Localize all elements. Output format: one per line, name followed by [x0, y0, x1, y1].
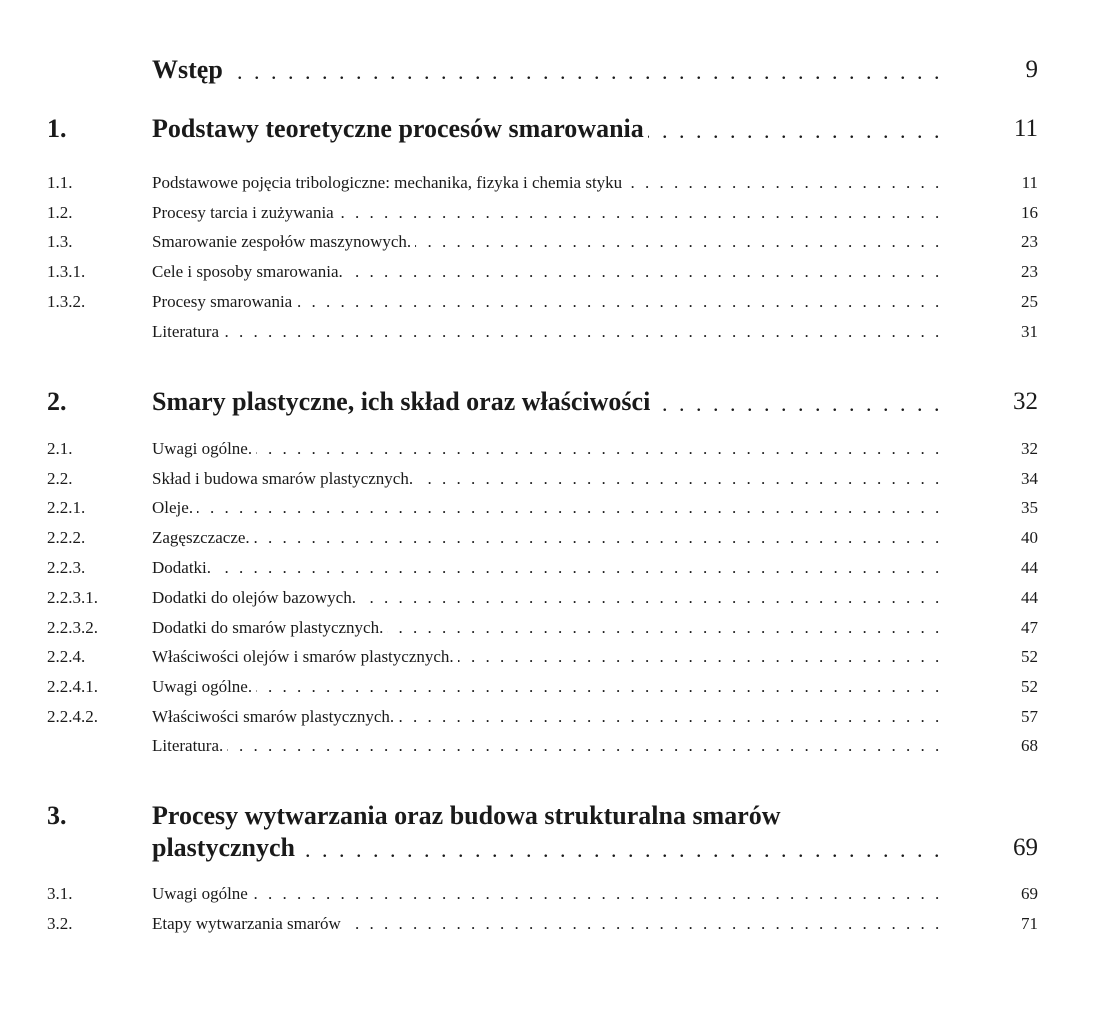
section-title: Podstawowe pojęcia tribologiczne: mechanika, fizyka i chemia styku	[152, 173, 626, 192]
section-page: 23	[1021, 262, 1038, 281]
section-number: 1.3.2.	[47, 292, 86, 311]
chapter-title: Smary plastyczne, ich skład oraz właściwości	[152, 387, 654, 416]
section-number: 2.1.	[47, 439, 73, 458]
section-title: Smarowanie zespołów maszynowych.	[152, 232, 415, 251]
toc-entry-title-wrap	[152, 676, 947, 698]
toc-entry-title-wrap	[152, 497, 947, 519]
section-title: Procesy smarowania	[152, 292, 296, 311]
toc-entry-title-wrap	[152, 913, 947, 935]
section-page: 68	[1021, 736, 1038, 755]
chapter-title-line1: Procesy wytwarzania oraz budowa strukturalna smarów	[152, 801, 781, 830]
toc-entry-title-wrap	[152, 231, 947, 253]
toc-entry-title-wrap	[152, 735, 947, 757]
section-number: 2.2.	[47, 469, 73, 488]
section-page: 11	[1021, 173, 1038, 192]
toc-entry-title-wrap	[152, 587, 947, 609]
dot-leader	[152, 676, 947, 698]
section-page: 69	[1021, 884, 1038, 903]
section-number: 2.2.3.	[47, 558, 86, 577]
section-title: Uwagi ogólne.	[152, 677, 256, 696]
toc-entry-title-wrap	[152, 202, 947, 224]
toc-entry-title-wrap	[152, 468, 947, 490]
section-number: 1.3.1.	[47, 262, 86, 281]
toc-entry-title-wrap	[152, 321, 947, 343]
section-title: Uwagi ogólne.	[152, 439, 256, 458]
section-page: 34	[1021, 469, 1038, 488]
dot-leader	[152, 557, 947, 579]
toc-entry-title-wrap	[152, 706, 947, 728]
section-page: 31	[1021, 322, 1038, 341]
toc-entry-title-wrap	[152, 261, 947, 283]
section-page: 16	[1021, 203, 1038, 222]
section-number: 2.2.3.1.	[47, 588, 98, 607]
toc-entry-page: 9	[1025, 56, 1038, 83]
section-title: Skład i budowa smarów plastycznych.	[152, 469, 417, 488]
section-title: Literatura	[152, 322, 223, 341]
section-page: 47	[1021, 618, 1038, 637]
toc-entry-title-wrap	[152, 527, 947, 549]
section-title: Procesy tarcia i zużywania	[152, 203, 338, 222]
section-title: Dodatki do smarów plastycznych.	[152, 618, 387, 637]
toc-entry-title: Wstęp	[152, 55, 227, 84]
toc-entry-title-wrap	[152, 291, 947, 313]
section-page: 44	[1021, 588, 1038, 607]
section-number: 2.2.4.	[47, 647, 86, 666]
section-number: 2.2.2.	[47, 528, 86, 547]
chapter-page: 11	[1013, 115, 1038, 142]
section-title: Cele i sposoby smarowania.	[152, 262, 347, 281]
chapter-title: Podstawy teoretyczne procesów smarowania	[152, 114, 648, 143]
section-title: Literatura.	[152, 736, 227, 755]
toc-entry-title-wrap	[152, 113, 947, 145]
section-page: 40	[1021, 528, 1038, 547]
chapter-title-line2: plastycznych	[152, 833, 299, 862]
section-number: 3.1.	[47, 884, 73, 903]
toc-entry-title-wrap	[152, 557, 947, 579]
toc-entry-title-wrap	[152, 54, 947, 86]
section-title: Właściwości olejów i smarów plastycznych.	[152, 647, 458, 666]
toc-entry-title-wrap	[152, 172, 947, 194]
section-page: 57	[1021, 707, 1038, 726]
chapter-page: 69	[1013, 834, 1038, 861]
section-title: Etapy wytwarzania smarów	[152, 914, 345, 933]
section-page: 71	[1021, 914, 1038, 933]
section-number: 2.2.3.2.	[47, 618, 98, 637]
section-number: 2.2.1.	[47, 498, 86, 517]
toc-entry-title-wrap	[152, 646, 947, 668]
toc-entry-title-wrap	[152, 832, 947, 864]
section-number: 3.2.	[47, 914, 73, 933]
section-page: 25	[1021, 292, 1038, 311]
section-number: 2.2.4.2.	[47, 707, 98, 726]
chapter-page: 32	[1013, 388, 1038, 415]
dot-leader	[152, 56, 947, 86]
dot-leader	[152, 321, 947, 343]
toc-entry-title-wrap	[152, 883, 947, 905]
chapter-number: 2.	[47, 387, 67, 416]
section-page: 32	[1021, 439, 1038, 458]
section-title: Właściwości smarów plastycznych.	[152, 707, 398, 726]
section-page: 44	[1021, 558, 1038, 577]
toc-entry-title-wrap	[152, 617, 947, 639]
chapter-number: 1.	[47, 114, 67, 143]
dot-leader	[152, 735, 947, 757]
dot-leader	[152, 883, 947, 905]
section-number: 2.2.4.1.	[47, 677, 98, 696]
section-number: 1.2.	[47, 203, 73, 222]
toc-entry-title-wrap	[152, 386, 947, 418]
section-page: 35	[1021, 498, 1038, 517]
section-page: 52	[1021, 677, 1038, 696]
dot-leader	[152, 527, 947, 549]
section-page: 52	[1021, 647, 1038, 666]
section-title: Zagęszczacze.	[152, 528, 254, 547]
section-title: Oleje.	[152, 498, 197, 517]
section-title: Dodatki do olejów bazowych.	[152, 588, 360, 607]
dot-leader	[152, 497, 947, 519]
chapter-number: 3.	[47, 801, 67, 830]
section-number: 1.1.	[47, 173, 73, 192]
section-page: 23	[1021, 232, 1038, 251]
toc-entry-title-wrap	[152, 438, 947, 460]
section-number: 1.3.	[47, 232, 73, 251]
section-title: Uwagi ogólne	[152, 884, 252, 903]
section-title: Dodatki.	[152, 558, 215, 577]
dot-leader	[152, 438, 947, 460]
